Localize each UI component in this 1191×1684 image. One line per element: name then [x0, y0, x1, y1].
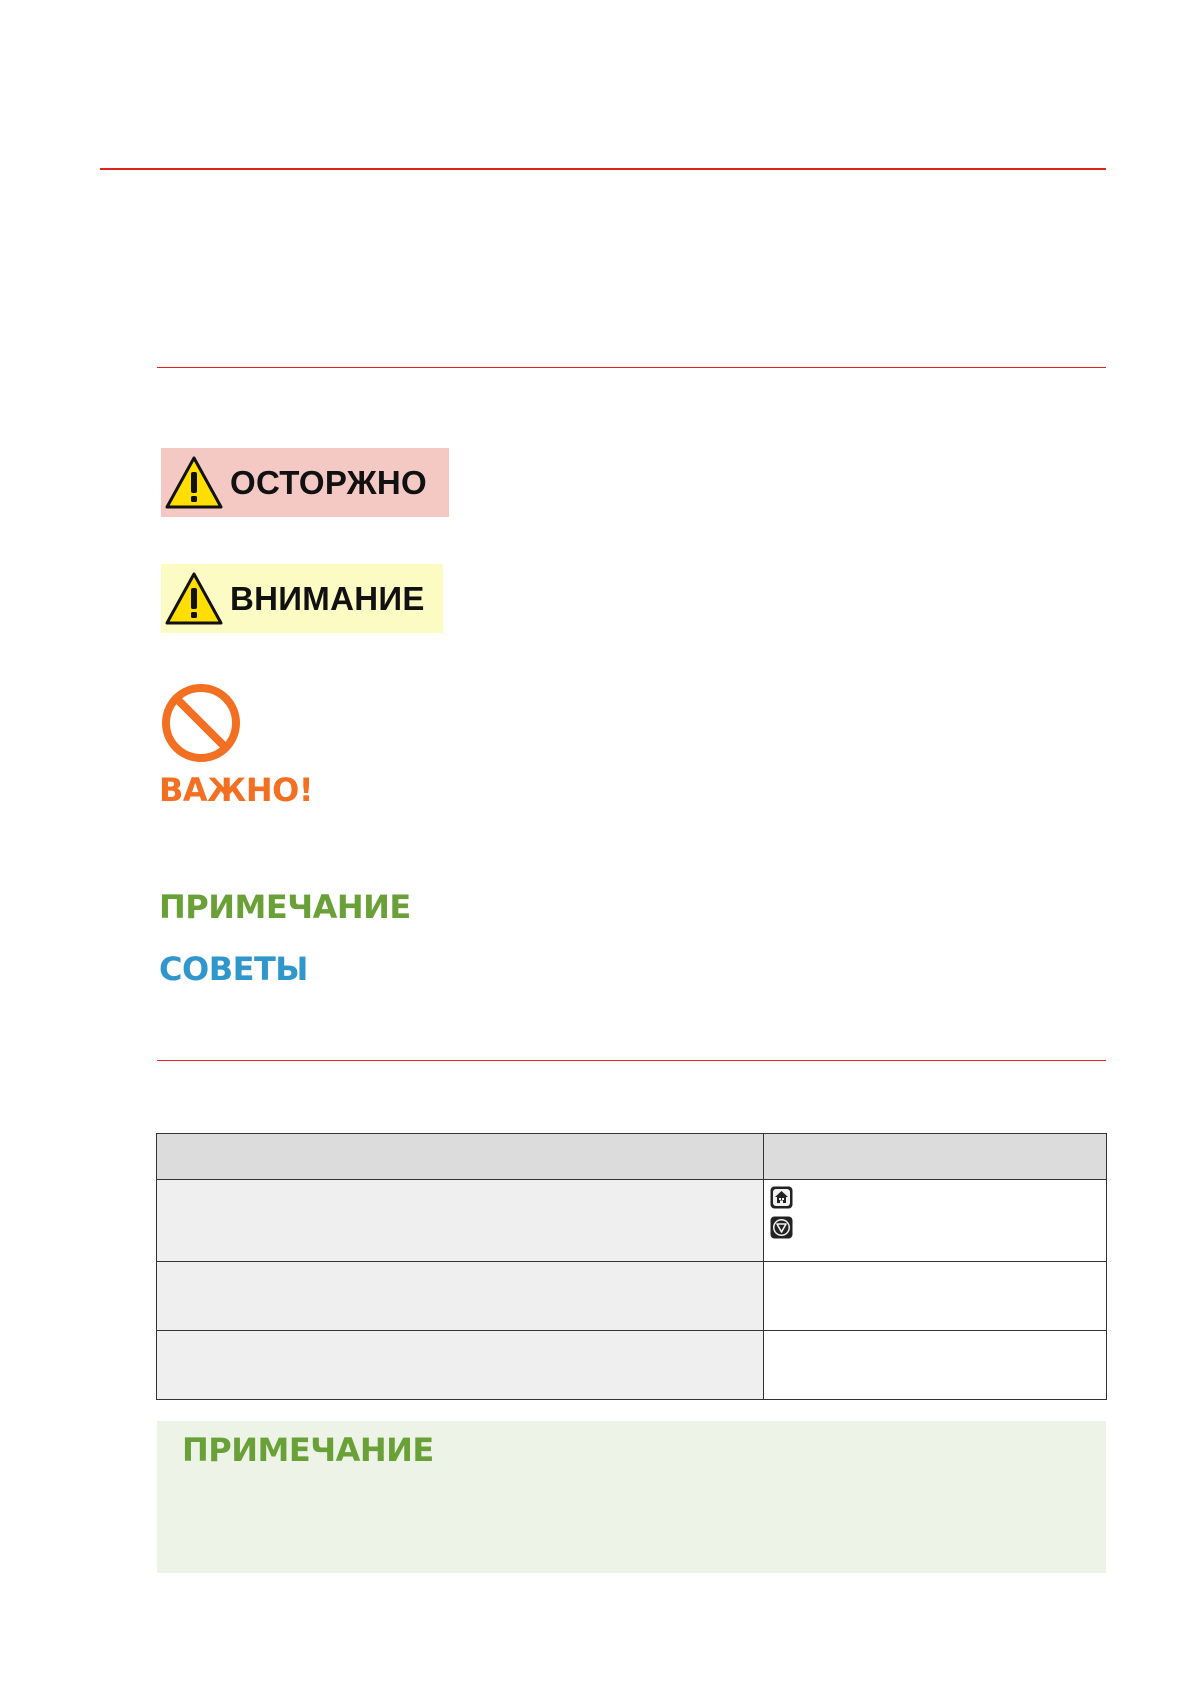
warning-banner [161, 448, 449, 517]
section-rule [157, 1060, 1106, 1061]
tips-heading: СОВЕТЫ [159, 950, 308, 988]
warning-label: ОСТОРЖНО [230, 463, 427, 501]
table-header-cell [764, 1134, 1107, 1180]
key-reference-table [156, 1133, 1107, 1400]
table-header-cell [157, 1134, 764, 1180]
table-row [157, 1331, 1107, 1400]
table-cell [157, 1262, 764, 1331]
caution-label: ВНИМАНИЕ [230, 579, 425, 617]
caution-banner [161, 564, 443, 633]
table-cell [764, 1262, 1107, 1331]
stop-key-icon [770, 1216, 793, 1239]
top-rule [100, 168, 1106, 170]
home-key-icon [770, 1186, 793, 1209]
table-cell [764, 1180, 1107, 1262]
table-cell [157, 1331, 764, 1400]
warning-triangle-icon [164, 571, 224, 627]
table-cell [157, 1180, 764, 1262]
note-heading: ПРИМЕЧАНИЕ [159, 888, 411, 926]
note-box [157, 1421, 1106, 1573]
section-rule [157, 367, 1106, 368]
table-cell [764, 1331, 1107, 1400]
table-row [157, 1262, 1107, 1331]
important-heading: ВАЖНО! [159, 771, 313, 809]
note-box-title: ПРИМЕЧАНИЕ [182, 1431, 434, 1469]
warning-triangle-icon [164, 455, 224, 511]
table-header-row [157, 1134, 1107, 1180]
table-row [157, 1180, 1107, 1262]
prohibit-icon [160, 682, 242, 764]
